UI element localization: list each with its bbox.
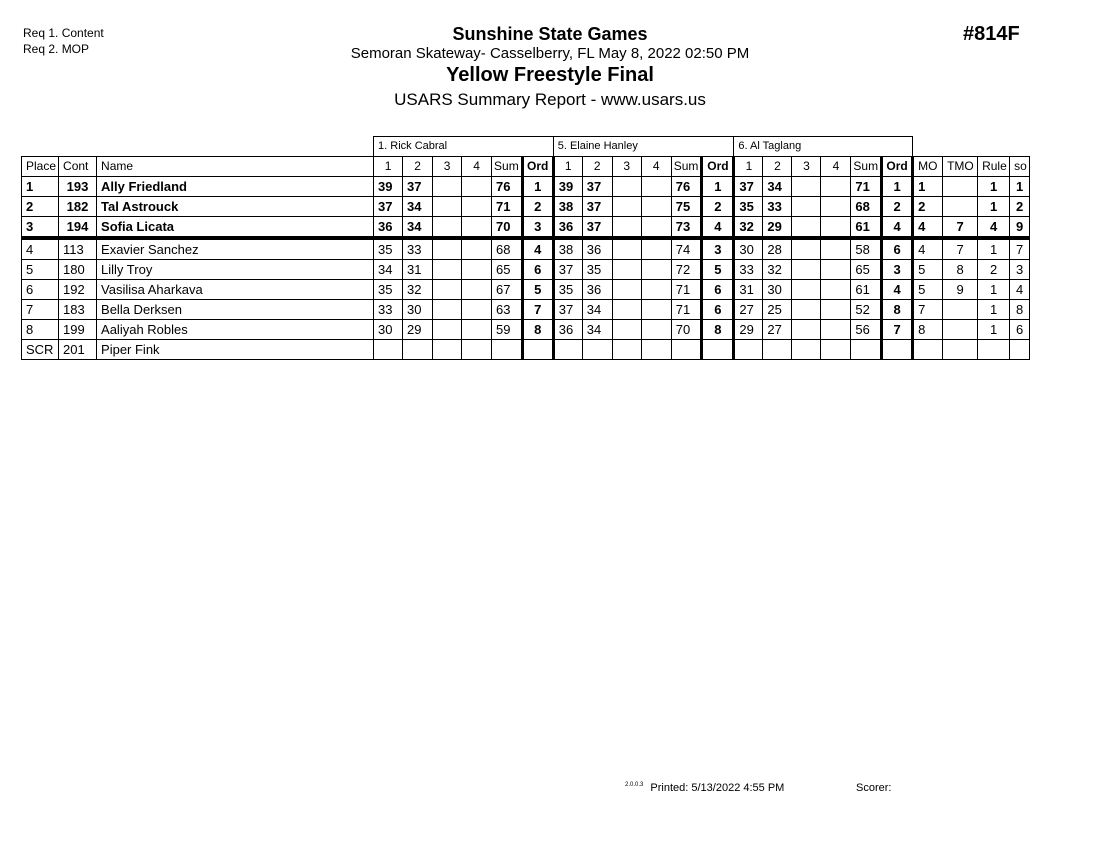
event-number: #814F <box>963 23 1020 45</box>
contestant-number-cell: 201 <box>59 340 97 360</box>
table-row <box>22 280 1030 300</box>
sum-cell: 67 <box>492 280 523 300</box>
ordinal-cell: 6 <box>882 238 913 260</box>
score-cell <box>433 177 462 197</box>
ordinal-cell: 8 <box>522 320 553 340</box>
score-cell <box>612 340 641 360</box>
column-header-mo: MO <box>913 157 943 177</box>
requirement-2: Req 2. MOP <box>23 42 90 56</box>
score-cell: 37 <box>734 177 763 197</box>
report-title: USARS Summary Report - www.usars.us <box>394 90 706 109</box>
printed-info <box>625 782 784 794</box>
score-cell: 29 <box>734 320 763 340</box>
score-cell <box>641 300 671 320</box>
score-cell: 29 <box>763 217 792 239</box>
column-header-sum: Sum <box>851 157 882 177</box>
ordinal-cell: 8 <box>882 300 913 320</box>
score-cell <box>821 320 851 340</box>
score-cell <box>433 238 462 260</box>
score-cell <box>462 238 492 260</box>
mo-cell: 7 <box>913 300 943 320</box>
score-cell: 35 <box>374 280 403 300</box>
score-cell <box>792 197 821 217</box>
score-cell <box>641 177 671 197</box>
rule-cell <box>978 340 1010 360</box>
score-cell: 37 <box>553 300 582 320</box>
judge-name: 6. Al Taglang <box>734 137 913 157</box>
table-row <box>22 238 1030 260</box>
skater-name-cell: Tal Astrouck <box>97 197 374 217</box>
score-cell <box>792 238 821 260</box>
sum-cell: 76 <box>492 177 523 197</box>
column-header-j4: 4 <box>462 157 492 177</box>
ordinal-cell: 4 <box>882 217 913 239</box>
score-cell: 39 <box>553 177 582 197</box>
so-cell: 1 <box>1010 177 1030 197</box>
score-cell: 29 <box>403 320 433 340</box>
so-cell: 3 <box>1010 260 1030 280</box>
event-name: Yellow Freestyle Final <box>446 64 654 86</box>
sum-cell: 71 <box>492 197 523 217</box>
score-cell: 35 <box>582 260 612 280</box>
table-row <box>22 260 1030 280</box>
column-header-ord: Ord <box>702 157 734 177</box>
skater-name-cell: Sofia Licata <box>97 217 374 239</box>
column-header-j3: 3 <box>612 157 641 177</box>
column-header-so: so <box>1010 157 1030 177</box>
tmo-cell <box>943 340 978 360</box>
so-cell: 6 <box>1010 320 1030 340</box>
score-cell: 34 <box>582 320 612 340</box>
sum-cell: 52 <box>851 300 882 320</box>
score-cell: 32 <box>763 260 792 280</box>
contestant-number-cell: 113 <box>59 238 97 260</box>
score-cell <box>641 280 671 300</box>
mo-cell: 2 <box>913 197 943 217</box>
column-header-j3: 3 <box>792 157 821 177</box>
ordinal-cell: 3 <box>702 238 734 260</box>
column-header-row <box>22 157 1030 177</box>
score-cell <box>641 197 671 217</box>
score-cell: 27 <box>734 300 763 320</box>
score-cell <box>792 300 821 320</box>
ordinal-cell: 7 <box>522 300 553 320</box>
place-cell: 7 <box>22 300 59 320</box>
sum-cell: 75 <box>671 197 702 217</box>
version-code: 2.0.0.3 <box>625 782 644 788</box>
score-cell: 30 <box>763 280 792 300</box>
rule-cell: 4 <box>978 217 1010 239</box>
score-cell <box>821 260 851 280</box>
ordinal-cell: 5 <box>702 260 734 280</box>
score-cell <box>821 300 851 320</box>
score-cell <box>433 320 462 340</box>
column-header-j2: 2 <box>403 157 433 177</box>
rule-cell: 1 <box>978 320 1010 340</box>
column-header-j2: 2 <box>582 157 612 177</box>
sum-cell: 65 <box>492 260 523 280</box>
score-cell <box>612 238 641 260</box>
printed-date: Printed: 5/13/2022 4:55 PM <box>650 782 785 794</box>
skater-name-cell: Aaliyah Robles <box>97 320 374 340</box>
score-cell <box>821 177 851 197</box>
score-cell: 34 <box>403 217 433 239</box>
ordinal-cell <box>522 340 553 360</box>
ordinal-cell <box>702 340 734 360</box>
score-cell: 36 <box>374 217 403 239</box>
score-cell: 35 <box>374 238 403 260</box>
so-cell: 8 <box>1010 300 1030 320</box>
score-cell <box>792 280 821 300</box>
score-cell: 32 <box>403 280 433 300</box>
score-cell: 34 <box>403 197 433 217</box>
column-header-sum: Sum <box>671 157 702 177</box>
score-cell <box>612 300 641 320</box>
column-header-name: Name <box>97 157 374 177</box>
tmo-cell: 8 <box>943 260 978 280</box>
skater-name-cell: Exavier Sanchez <box>97 238 374 260</box>
sum-cell: 72 <box>671 260 702 280</box>
score-cell <box>821 197 851 217</box>
rule-cell: 1 <box>978 280 1010 300</box>
score-cell <box>462 260 492 280</box>
column-header-rule: Rule <box>978 157 1010 177</box>
place-cell: 4 <box>22 238 59 260</box>
mo-cell: 4 <box>913 238 943 260</box>
tmo-cell <box>943 177 978 197</box>
so-cell: 2 <box>1010 197 1030 217</box>
column-header-j1: 1 <box>374 157 403 177</box>
table-row <box>22 217 1030 239</box>
mo-cell: 1 <box>913 177 943 197</box>
contestant-number-cell: 199 <box>59 320 97 340</box>
ordinal-cell: 8 <box>702 320 734 340</box>
judge-name: 5. Elaine Hanley <box>553 137 734 157</box>
score-cell <box>641 320 671 340</box>
score-cell: 37 <box>582 217 612 239</box>
results-table <box>21 136 1030 360</box>
score-cell <box>612 197 641 217</box>
score-cell: 31 <box>403 260 433 280</box>
score-cell <box>462 280 492 300</box>
tmo-cell <box>943 197 978 217</box>
ordinal-cell: 6 <box>522 260 553 280</box>
mo-cell: 4 <box>913 217 943 239</box>
score-cell <box>553 340 582 360</box>
so-cell: 9 <box>1010 217 1030 239</box>
score-cell <box>641 238 671 260</box>
score-cell: 30 <box>403 300 433 320</box>
score-cell <box>821 280 851 300</box>
score-cell <box>462 340 492 360</box>
score-cell <box>792 260 821 280</box>
sum-cell: 76 <box>671 177 702 197</box>
sum-cell: 68 <box>492 238 523 260</box>
sum-cell: 59 <box>492 320 523 340</box>
place-cell: SCR <box>22 340 59 360</box>
so-cell <box>1010 340 1030 360</box>
score-cell <box>821 238 851 260</box>
score-cell: 34 <box>582 300 612 320</box>
contestant-number-cell: 193 <box>59 177 97 197</box>
score-cell: 39 <box>374 177 403 197</box>
score-cell <box>821 217 851 239</box>
sum-cell: 70 <box>492 217 523 239</box>
column-header-cont: Cont <box>59 157 97 177</box>
ordinal-cell: 1 <box>882 177 913 197</box>
judge-name: 1. Rick Cabral <box>374 137 554 157</box>
place-cell: 8 <box>22 320 59 340</box>
contestant-number-cell: 183 <box>59 300 97 320</box>
sum-cell: 65 <box>851 260 882 280</box>
score-cell <box>612 280 641 300</box>
skater-name-cell: Piper Fink <box>97 340 374 360</box>
sum-cell: 73 <box>671 217 702 239</box>
ordinal-cell: 1 <box>522 177 553 197</box>
score-cell <box>433 260 462 280</box>
rule-cell: 1 <box>978 238 1010 260</box>
column-header-j2: 2 <box>763 157 792 177</box>
column-header-j4: 4 <box>821 157 851 177</box>
score-cell <box>792 217 821 239</box>
column-header-sum: Sum <box>492 157 523 177</box>
sum-cell: 71 <box>671 300 702 320</box>
score-cell <box>462 177 492 197</box>
skater-name-cell: Lilly Troy <box>97 260 374 280</box>
rule-cell: 2 <box>978 260 1010 280</box>
column-header-j4: 4 <box>641 157 671 177</box>
column-header-ord: Ord <box>882 157 913 177</box>
score-cell <box>734 340 763 360</box>
score-cell: 37 <box>374 197 403 217</box>
score-cell: 36 <box>582 280 612 300</box>
score-cell <box>641 217 671 239</box>
score-cell: 35 <box>553 280 582 300</box>
score-cell: 36 <box>582 238 612 260</box>
ordinal-cell: 4 <box>522 238 553 260</box>
ordinal-cell: 6 <box>702 300 734 320</box>
column-header-tmo: TMO <box>943 157 978 177</box>
sum-cell: 63 <box>492 300 523 320</box>
ordinal-cell <box>882 340 913 360</box>
score-cell: 30 <box>374 320 403 340</box>
ordinal-cell: 6 <box>702 280 734 300</box>
column-header-j1: 1 <box>553 157 582 177</box>
ordinal-cell: 2 <box>522 197 553 217</box>
score-cell: 38 <box>553 238 582 260</box>
score-cell <box>763 340 792 360</box>
score-cell: 32 <box>734 217 763 239</box>
ordinal-cell: 4 <box>882 280 913 300</box>
rule-cell: 1 <box>978 300 1010 320</box>
score-cell <box>433 280 462 300</box>
table-row <box>22 197 1030 217</box>
sum-cell <box>671 340 702 360</box>
score-cell <box>462 300 492 320</box>
score-cell: 37 <box>582 177 612 197</box>
rule-cell: 1 <box>978 177 1010 197</box>
sum-cell: 58 <box>851 238 882 260</box>
mo-cell: 8 <box>913 320 943 340</box>
score-cell: 27 <box>763 320 792 340</box>
score-cell: 33 <box>374 300 403 320</box>
score-cell: 25 <box>763 300 792 320</box>
place-cell: 5 <box>22 260 59 280</box>
tmo-cell <box>943 320 978 340</box>
so-cell: 4 <box>1010 280 1030 300</box>
score-cell: 28 <box>763 238 792 260</box>
score-cell <box>433 197 462 217</box>
score-cell <box>462 197 492 217</box>
tmo-cell: 9 <box>943 280 978 300</box>
score-cell <box>612 177 641 197</box>
score-cell: 31 <box>734 280 763 300</box>
tmo-cell: 7 <box>943 217 978 239</box>
table-row <box>22 300 1030 320</box>
ordinal-cell: 2 <box>882 197 913 217</box>
score-cell <box>433 300 462 320</box>
sum-cell: 70 <box>671 320 702 340</box>
sum-cell: 68 <box>851 197 882 217</box>
score-cell <box>403 340 433 360</box>
score-cell <box>582 340 612 360</box>
score-cell: 38 <box>553 197 582 217</box>
ordinal-cell: 2 <box>702 197 734 217</box>
score-cell: 37 <box>582 197 612 217</box>
meet-location: Semoran Skateway- Casselberry, FL May 8, 2022 02:50 PM <box>350 45 750 62</box>
score-cell <box>792 177 821 197</box>
ordinal-cell: 3 <box>522 217 553 239</box>
mo-cell <box>913 340 943 360</box>
sum-cell <box>492 340 523 360</box>
column-header-j3: 3 <box>433 157 462 177</box>
score-cell <box>612 320 641 340</box>
score-cell <box>641 340 671 360</box>
judges-row <box>22 137 1030 157</box>
sum-cell: 74 <box>671 238 702 260</box>
score-cell <box>374 340 403 360</box>
sum-cell: 61 <box>851 217 882 239</box>
ordinal-cell: 1 <box>702 177 734 197</box>
ordinal-cell: 7 <box>882 320 913 340</box>
score-cell: 36 <box>553 320 582 340</box>
place-cell: 2 <box>22 197 59 217</box>
column-header-ord: Ord <box>522 157 553 177</box>
place-cell: 1 <box>22 177 59 197</box>
skater-name-cell: Bella Derksen <box>97 300 374 320</box>
score-cell: 34 <box>374 260 403 280</box>
score-cell <box>433 340 462 360</box>
score-cell <box>462 217 492 239</box>
score-cell <box>821 340 851 360</box>
tmo-cell <box>943 300 978 320</box>
contestant-number-cell: 182 <box>59 197 97 217</box>
skater-name-cell: Ally Friedland <box>97 177 374 197</box>
score-cell <box>792 340 821 360</box>
contestant-number-cell: 180 <box>59 260 97 280</box>
score-cell: 36 <box>553 217 582 239</box>
ordinal-cell: 3 <box>882 260 913 280</box>
table-row <box>22 320 1030 340</box>
score-cell: 30 <box>734 238 763 260</box>
score-cell: 33 <box>734 260 763 280</box>
score-cell: 37 <box>553 260 582 280</box>
meet-title: Sunshine State Games <box>452 24 648 44</box>
sum-cell: 71 <box>671 280 702 300</box>
rule-cell: 1 <box>978 197 1010 217</box>
score-cell: 33 <box>763 197 792 217</box>
mo-cell: 5 <box>913 280 943 300</box>
table-row <box>22 177 1030 197</box>
score-cell <box>641 260 671 280</box>
score-cell <box>612 217 641 239</box>
ordinal-cell: 4 <box>702 217 734 239</box>
contestant-number-cell: 194 <box>59 217 97 239</box>
score-cell <box>792 320 821 340</box>
contestant-number-cell: 192 <box>59 280 97 300</box>
ordinal-cell: 5 <box>522 280 553 300</box>
sum-cell <box>851 340 882 360</box>
score-cell <box>612 260 641 280</box>
place-cell: 6 <box>22 280 59 300</box>
mo-cell: 5 <box>913 260 943 280</box>
sum-cell: 61 <box>851 280 882 300</box>
score-cell: 34 <box>763 177 792 197</box>
skater-name-cell: Vasilisa Aharkava <box>97 280 374 300</box>
table-row <box>22 340 1030 360</box>
scorer-label: Scorer: <box>856 782 892 794</box>
score-cell <box>433 217 462 239</box>
score-cell: 33 <box>403 238 433 260</box>
place-cell: 3 <box>22 217 59 239</box>
score-cell <box>462 320 492 340</box>
so-cell: 7 <box>1010 238 1030 260</box>
sum-cell: 71 <box>851 177 882 197</box>
sum-cell: 56 <box>851 320 882 340</box>
score-cell: 35 <box>734 197 763 217</box>
tmo-cell: 7 <box>943 238 978 260</box>
column-header-place: Place <box>22 157 59 177</box>
column-header-j1: 1 <box>734 157 763 177</box>
requirement-1: Req 1. Content <box>23 26 104 40</box>
score-cell: 37 <box>403 177 433 197</box>
